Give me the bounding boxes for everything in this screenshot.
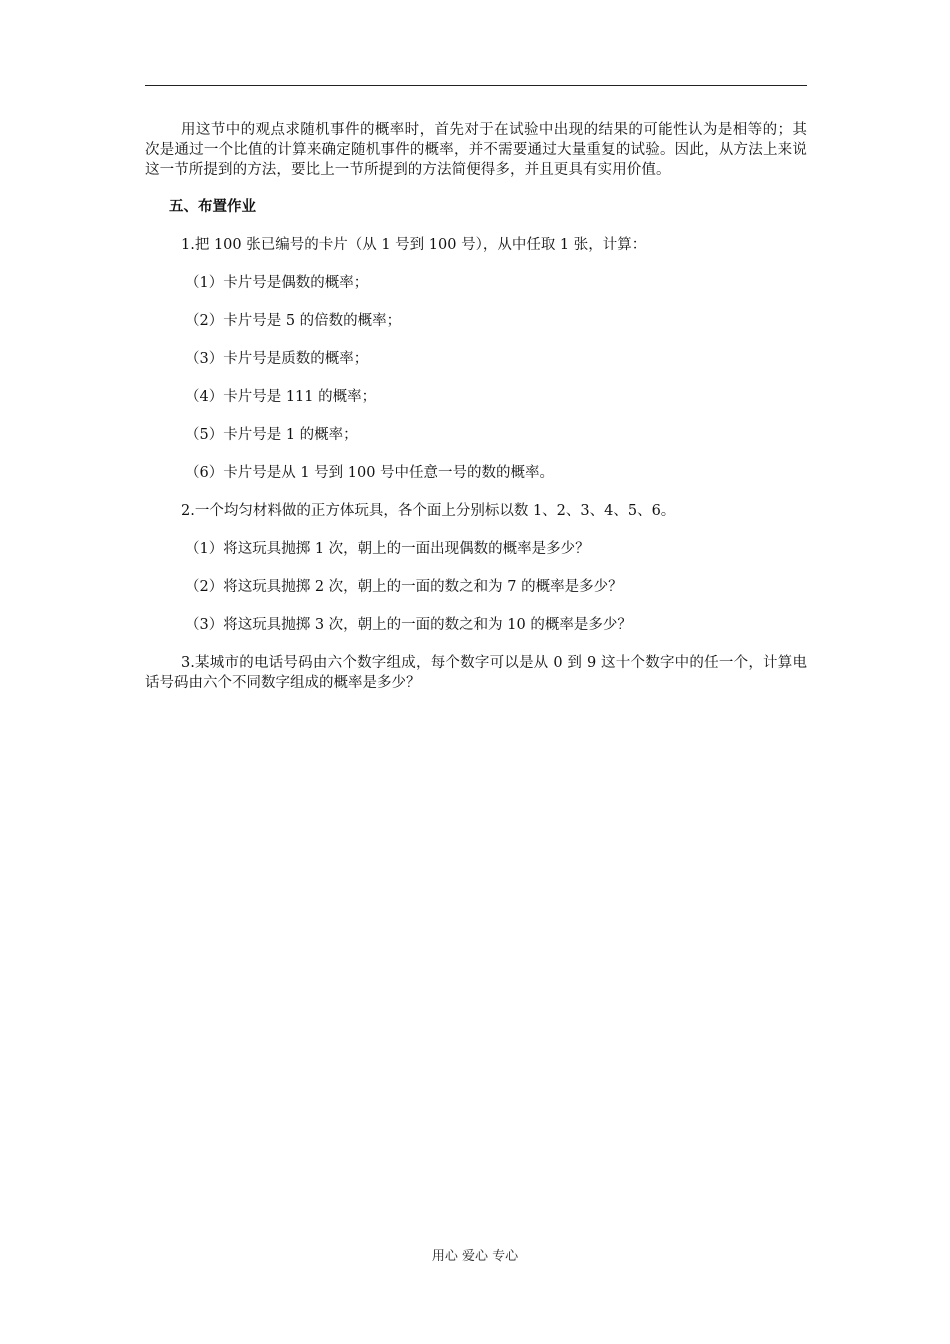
problem-2-item-1: （1）将这玩具抛掷 1 次，朝上的一面出现偶数的概率是多少？ [185, 541, 590, 557]
problem-1-item-6: （6）卡片号是从 1 号到 100 号中任意一号的数的概率。 [185, 465, 555, 481]
problem-1-item-2: （2）卡片号是 5 的倍数的概率； [185, 313, 402, 329]
header-rule [145, 85, 807, 86]
problem-1: 1.把 100 张已编号的卡片（从 1 号到 100 号），从中任取 1 张，计算： [181, 237, 647, 253]
section-title: 五、布置作业 [169, 199, 256, 215]
page-footer: 用心 爱心 专心 [431, 1249, 519, 1264]
problem-1-item-4: （4）卡片号是 111 的概率； [185, 389, 377, 405]
problem-2-item-2: （2）将这玩具抛掷 2 次，朝上的一面的数之和为 7 的概率是多少？ [185, 579, 623, 595]
document-body [145, 120, 807, 693]
intro-paragraph: 用这节中的观点求随机事件的概率时，首先对于在试验中出现的结果的可能性认为是相等的；其次是通过一个比值的计算来确定随机事件的概率，并不需要通过大量重复的试验。因此，从方法上来说这一节所提到的方法，要比上一节所提到的方法简便得多，并且更具有实用价值。 [145, 122, 807, 178]
problem-2: 2.一个均匀材料做的正方体玩具，各个面上分别标以数 1、2、3、4、5、6。 [181, 503, 676, 519]
problem-2-item-3: （3）将这玩具抛掷 3 次，朝上的一面的数之和为 10 的概率是多少？ [185, 617, 632, 633]
problem-3: 3.某城市的电话号码由六个数字组成，每个数字可以是从 0 到 9 这十个数字中的任一个，计算电话号码由六个不同数字组成的概率是多少？ [145, 655, 807, 691]
problem-1-item-1: （1）卡片号是偶数的概率； [185, 275, 369, 291]
problem-1-item-5: （5）卡片号是 1 的概率； [185, 427, 358, 443]
problem-1-item-3: （3）卡片号是质数的概率； [185, 351, 369, 367]
